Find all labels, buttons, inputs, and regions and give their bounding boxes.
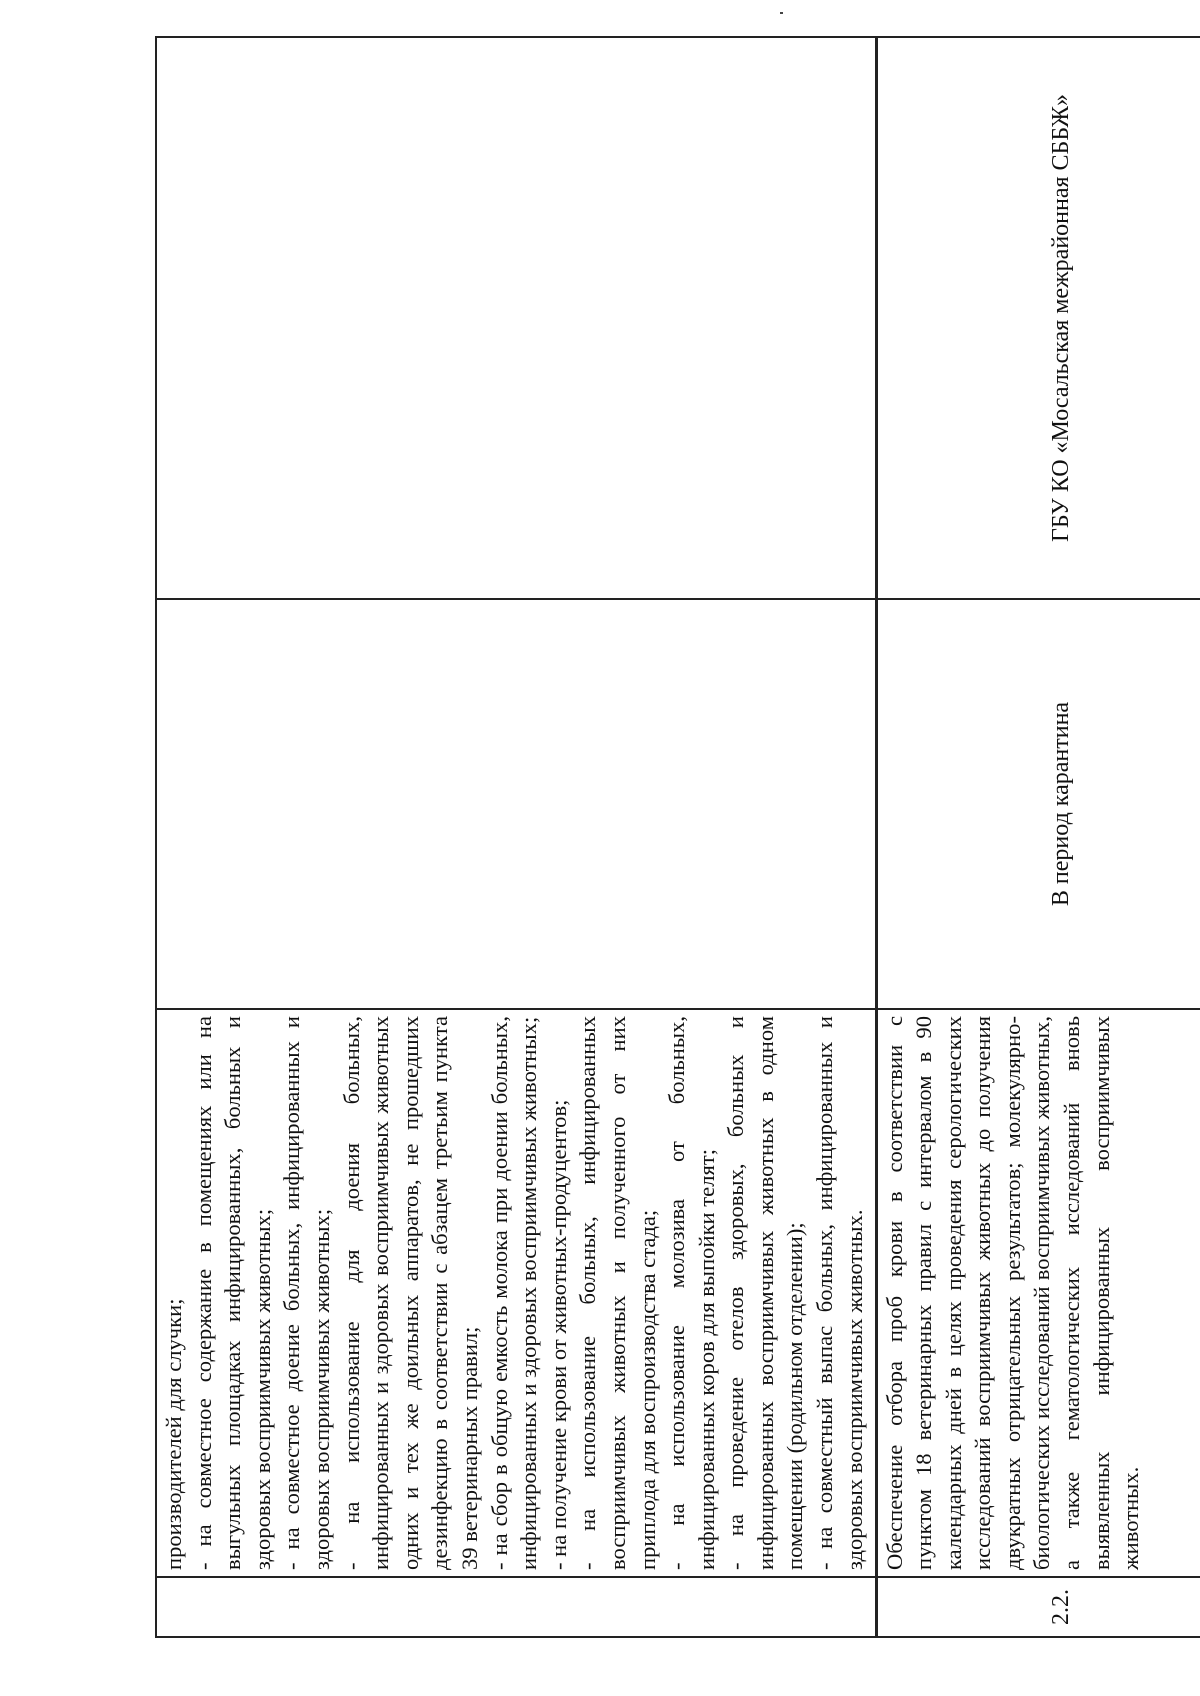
row-number: 2.2. bbox=[1047, 1589, 1074, 1625]
term-cell bbox=[156, 599, 876, 1009]
term-cell bbox=[876, 599, 1200, 1009]
measure-line: - на использование молозива от больных, инфицированных коров для выпойки телят; bbox=[664, 1016, 719, 1570]
term-text: В период карантина bbox=[1047, 701, 1074, 907]
table-row bbox=[156, 37, 876, 1637]
measure-cell bbox=[156, 1009, 876, 1577]
table-row bbox=[876, 37, 1200, 1637]
row-number-cell bbox=[876, 1577, 1200, 1637]
measure-line: - на использование больных, инфицированных восприимчивых животных и полученного от них приплода для воспроизводства стада; bbox=[575, 1016, 660, 1570]
measures-table bbox=[155, 36, 1200, 1638]
measure-line: - на совместное содержание в помещениях или на выгульных площадках инфицированных, больных и здоровых восприимчивых животных; bbox=[190, 1016, 275, 1570]
measure-line: - на проведение отелов здоровых, больных и инфицированных восприимчивых животных в одном помещении (родильном отделении); bbox=[723, 1016, 808, 1570]
measure-line: - на совместное доение больных, инфицированных и здоровых восприимчивых животных; bbox=[279, 1016, 334, 1570]
measure-line: - на совместный выпас больных, инфицированных и здоровых восприимчивых животных. bbox=[812, 1016, 867, 1570]
measure-line: производителей для случки; bbox=[161, 1298, 186, 1570]
rotated-table bbox=[155, 38, 1200, 1638]
measure-line: - на сбор в общую емкость молока при доении больных, инфицированных и здоровых восприимчивых животных; bbox=[486, 1016, 542, 1570]
responsible-text: ГБУ КО «Мосальская межрайонная СББЖ» bbox=[1047, 93, 1074, 543]
row-number-cell bbox=[156, 1577, 876, 1637]
measure-text bbox=[880, 1016, 1146, 1570]
measure-line: - на использование для доения больных, инфицированных и здоровых восприимчивых животных одних и тех же доильных аппаратов, не прошедших дезинфекцию в соответствии с абзацем третьим пункта 39 ветеринарных правил; bbox=[338, 1016, 482, 1570]
scan-speck bbox=[780, 12, 783, 14]
measure-text bbox=[159, 1016, 869, 1570]
measure-cell bbox=[876, 1009, 1200, 1577]
measure-line: Обеспечение отбора проб крови в соответствии с пунктом 18 ветеринарных правил с интервалом в 90 календарных дней в целях проведения серологических исследований восприимчивых животных до получения двукратных отрицательных результатов; молекулярно-биологических исследований восприимчивых животных, а также гематологических исследований вновь выявленных инфицированных восприимчивых животных. bbox=[881, 1016, 1144, 1570]
measure-line: - на получение крови от животных-продуцентов; bbox=[545, 1099, 571, 1570]
responsible-cell bbox=[876, 37, 1200, 599]
responsible-cell bbox=[156, 37, 876, 599]
